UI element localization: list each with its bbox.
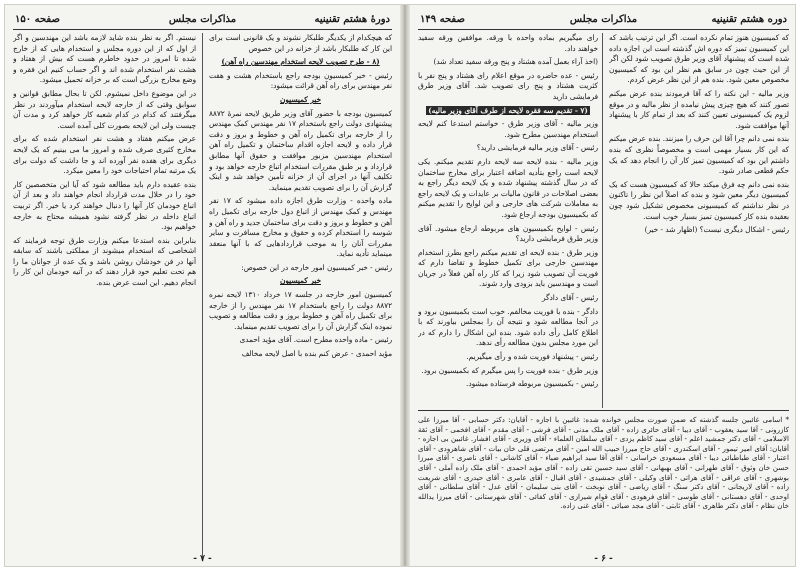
paragraph: رای میگیریم بماده واحده با ورقه. موافقین ورقه سفید خواهند داد. <box>418 33 598 53</box>
left-header-page: صفحه ۱۵۰ <box>15 14 60 25</box>
paragraph: رئیس - پیشنهاد فوریت شده و رأی میگیریم. <box>466 352 598 362</box>
paragraph: رئیس - ماده واحده مطرح است. آقای مؤید احمدی <box>239 335 392 345</box>
right-page-number: - ۶ - <box>594 554 613 564</box>
right-page-col-left <box>418 33 598 408</box>
paragraph: وزیر طرق - بنده لایحه ای تقدیم میکنم راجع بطرز استخدام مهندسین خارجی برای تکمیل خطوط و تقاضا دارم که فوریت آن تصویب شود زیرا که کار راه آهن فعلاً در جریان است و مهندسین باید بزودی وارد شوند. <box>418 247 598 289</box>
paragraph: رئیس - خبر کمیسیون بودجه راجع باستخدام هشت و هفت نفر مهندس برای راه آهن قرائت میشود: <box>209 70 392 91</box>
paragraph: (اخذ آراء بعمل آمده هشتاد و پنج ورقه سفید تعداد شد) <box>433 57 598 67</box>
left-page <box>5 5 400 566</box>
right-page-header <box>418 11 789 30</box>
left-page-columns <box>13 33 392 558</box>
paragraph: دادگر - بنده با فوریت مخالفم. خوب است بکمیسیون برود و در آنجا مطالعه شود و نتیجه آن را بمجلس بیاورند که با اطلاع کامل رأی داده شود. بنده این اشکال را دارم که در این مورد مجلس بدون مطالعه رأی ندهد. <box>418 306 598 348</box>
paragraph: بنده عقیده دارم باید مطالعه شود که آیا این متخصصین کار خود را در خلال مدت قرارداد انجام خواهند داد و بعد از آن اتباع خودمان کار آنها را دنبال خواهند کرد یا خیر. اگر تربیت اتباع داخله در نظر گرفته نشود همیشه محتاج به خارجه خواهیم بود. <box>13 179 196 232</box>
paragraph: رئیس - لوایح بکمیسیون های مربوطه ارجاع میشود. آقای وزیر طرق فرمایشی دارید؟ <box>418 223 598 244</box>
paragraph: عرض میکنم هفتاد و هشت نفر استخدام شده که برای مخارج کثیری صرف شده و امروز ما می بینیم که یک لایحه دیگری برای هفده نفر آورده اند و جا داشت که دولت برای یک مرتبه تمام احتیاجات خود را معین میکرد. <box>13 134 196 176</box>
paragraph: بنده نمی دانم چرا آقا این حرف را میزنند. بنده عرض میکنم که این کار بسیار مهمی است و مخصوصاً نظری که بنده داشتم این بود که کمیسیون تمیز کار آن را انجام دهد که یک حکم قطعی صادر شود. <box>609 134 789 176</box>
paragraph: وزیر مالیه - آقای وزیر طرق - خواستم استدعا کنم لایحه استخدام مهندسین مطرح شود. <box>418 119 598 139</box>
attendance-note <box>418 410 789 550</box>
paragraph: رئیس - بکمیسیون مربوطه فرستاده میشود. <box>466 379 598 389</box>
page-gutter <box>400 5 410 566</box>
paragraph: وزیر مالیه - بنده لایحه سه لایحه دارم تقدیم میکنم. یکی لایحه است راجع بتأدیه اضافه اعتبار برای مخارج ساختمان که در سال گذشته پیشنهاد شده و یک لایحه دیگر راجع به بعضی اصلاحات در قانون مالیات بر عایدات و یک لایحه راجع به معاملات شرکت های خارجی و این لوایح را تقدیم میکنم که بکمیسیون بودجه ارجاع شود. <box>418 156 598 219</box>
paragraph: کمیسیون امور خارجه در جلسه ۱۷ خرداد ۱۳۱۰ لایحه نمره ۸۸۷۲ دولت را راجع باستخدام ۱۷ نفر مهندس را از خارجه برای تکمیل راه آهن و خطوط بروز و دقت مطالعه و تصویب نموده اینک گزارش آن را برای تصویب تقدیم مینماید. <box>209 290 392 331</box>
paragraph: در این موضوع داخل نمیشوم. لکن تا بحال مطابق قوانین و سوابق وقتی که از خارجه لایحه استخدام میآوردند در نظر میگرفتند که کدام در کدام شعبه کار خواهد کرد و مدت آن چیست ولی این لایحه بصورت کلی آمده است. <box>13 88 196 130</box>
paragraph: بنابراین بنده استدعا میکنم وزارت طرق توجه فرمایند که اشخاصی که استخدام میشوند از مملکتی باشند که سابقه آنها در فن خودشان روشن باشد و یک عده از جوانان ما را هم تحت تعلیم خود قرار دهند که در آتیه خودمان این کار را انجام دهیم. این است عرض بنده. <box>13 235 196 288</box>
section-heading <box>418 106 598 117</box>
paragraph: رئیس - اشکال دیگری نیست؟ (اظهار شد - خیر) <box>644 225 789 235</box>
paragraph: که کمیسیون هنوز تمام نکرده است. اگر این ترتیب باشد که این کمیسیون تمیز که دوره اش گذشته است این اجازه داده شده است که پیشنهاد آقای وزیر طرق تصویب شود لکن اگر از این حیث چون در سابق هم نظر این بود که کمیسیون مخصوص معین شود. بنده هم از این نظر عرض کردم. <box>609 33 789 85</box>
paragraph: رئیس - آقای وزیر مالیه فرمایشی دارید؟ <box>476 143 598 153</box>
left-page-col-left <box>13 33 196 558</box>
paragraph: وزیر مالیه - این نکته را که آقا فرمودند بنده عرض میکنم تصور کنند که هیچ چیزی پیش نیامده از نظر مالیه و در موقع لزوم یک کمیسیونی تعیین کنند که بعد از تمام کار با پیشنهاد آنها موافقت شود. <box>609 88 789 130</box>
right-page-col-right <box>609 33 789 408</box>
sub-heading: خبر کمیسیون <box>279 276 321 286</box>
left-page-header <box>13 11 392 30</box>
left-header-title: مذاکرات مجلس <box>168 14 237 25</box>
sub-heading: خبر کمیسیون <box>279 94 321 104</box>
left-page-col-right <box>209 33 392 558</box>
section-heading: (۸ - طرح تصویب لایحه استخدام مهندسین راه آهن) <box>221 57 380 67</box>
right-page <box>410 5 796 566</box>
attendance-note-text: * اسامی غائبین جلسه گذشته که ضمن صورت مجلس خوانده شده: غائبین با اجازه - آقایان: دکتر حسابی - آقا میرزا علی کازرونی - آقا سید یعقوب - آقای دیبا - آقای حائری زاده - آقای ملک مدنی - آقای فرشی - آقای مقدم - آقای افخمی - آقای ثقة الاسلامی - آقای دکتر جمشید اعلم - آقای سید کاظم یزدی - آقای سلطان العلماء - آقای وزیری - آقای افشار. غائبین بی اجازه - آقایان: آقای امیر تیمور - آقای اسکندری - آقای حاج میرزا حبیب الله امین - آقای مرتضی قلی خان بیات - آقای شاهرودی - آقای اعتبار - آقای طباطبائی دیبا - آقای مسعودی خراسانی - آقای آقا سید ابراهیم ضیاء - آقای کاشانی - آقای ناصری - آقای میرزا حسن خان وثوق - آقای طهرانی - آقای بهبهانی - آقای سید حسین تقی زاده - آقای مؤید احمدی - آقای ملک زاده آملی - آقای بوشهری - آقای عراقی - آقای هراتی - آقای وکیلی - آقای جمشیدی - آقای اقبال - آقای عامری - آقای حیدری - آقای شریعت زاده - آقای لاریجانی - آقای دکتر سنگ - آقای ریاضی - آقای نوبخت - آقای بنی سلیمان - آقای عدل - آقای سلطانی - آقای اوحدی - آقای دهستانی - آقای طوسی - آقای فرهودی - آقای قوام شیرازی - آقای کفائی - آقای شهرستانی - آقای میرزا یدالله خان نظام - آقای دکتر طاهری - آقای ثابتی - آقای مجد ضیائی - آقای غنی زاده. <box>418 415 789 511</box>
left-header-section: دورهٔ هشتم تقنینیه <box>314 14 390 25</box>
column-rule <box>202 33 203 558</box>
right-page-columns <box>418 33 789 408</box>
right-header-page: صفحه ۱۴۹ <box>420 14 465 25</box>
paragraph: مؤید احمدی - عرض کنم بنده با اصل لایحه مخالف <box>241 349 392 359</box>
paragraph: ماده واحده - وزارت طرق اجازه داده میشود که ۱۷ نفر مهندس و کمک مهندس از اتباع دول خارجه برای تکمیل راه آهن و خطوط و بروز و دقت برای ساختمان جدید و راه آهن و شوسه را استخدام کرده و حقوق و مخارج مسافرت و سایر مقررات آنان را به موجب قراردادهایی که با آنها منعقد مینماید تأدیه نماید. <box>209 196 392 259</box>
right-header-title: مذاکرات مجلس <box>569 14 638 25</box>
paragraph: بنده نمی دانم چه فرق میکند حالا که کمیسیون هست که یک کمیسیون دیگر معین شود و بنده که اصلاً این نظر را تاکنون در نظر نداشتم که کمیسیونی مخصوص تشکیل شود چون بعقیده بنده کار کمیسیون تمیز بسیار خوب است. <box>609 179 789 221</box>
highlighted-heading: (۷ - تقدیم سه فقره لایحه از طرف آقای وزیر مالیه) <box>428 105 588 115</box>
left-page-number: - ۷ - <box>193 554 212 564</box>
right-header-section: دوره هشتم تقنینیه <box>711 14 787 25</box>
paragraph: کمیسیون بودجه با حضور آقای وزیر طریق لایحه نمرهٔ ۸۸۷۲ پیشنهادی دولت راجع باستخدام ۱۷ نفر مهندس کمک مهندس را از خارجه برای تکمیل راه آهن و خطوط و بروز و دقت قرار داده و لایحه اجازه اقدام ساختمان و تکمیل راه آهن استخدام مهندسین مزبور موافقت و حقوق آنها مطابق قرارداد و بر طبق مقررات استخدام اتباع خارجه خواهد بود و تکلیف آنها در اجرای آن از خزانه تأمین خواهد شد و اینک گزارش آن را برای تصویب تقدیم مینماید. <box>209 108 392 192</box>
paragraph: رئیس - خبر کمیسیون امور خارجه در این خصوص: <box>241 262 392 272</box>
paragraph: نیستم. اگر به نظر بنده شاید لازمه باشد این مهندسین و اگر از اول که از این دوره مجلس و استخدام هایی که از خارج شده تا امروز در حدود خاطرم هست که بیش از هفتاد و هشت نفر استخدام شده اند و اگر حساب کنیم این فقره و وضع مخارج بزرگی است که بر خزانه تحمیل میشود. <box>13 33 196 85</box>
paragraph: وزیر طرق - بنده فوریت را پس میگیرم که بکمیسیون برود. <box>421 365 598 375</box>
paragraph: رئیس - عده حاضره در موقع اعلام رای هشتاد و پنج نفر با کثریت هشتاد و پنج رای تصویب شد. آقای وزیر طرق فرمایشی دارید <box>418 70 598 101</box>
paragraph: رئیس - آقای دادگر <box>542 293 598 303</box>
paragraph: که هیچکدام از یکدیگر طلبکار نشوند و یک قانونی است برای این کار که طلبکار باشد از خزانه در این خصوص <box>209 33 392 53</box>
scanned-document <box>4 4 796 567</box>
column-rule <box>602 33 603 408</box>
